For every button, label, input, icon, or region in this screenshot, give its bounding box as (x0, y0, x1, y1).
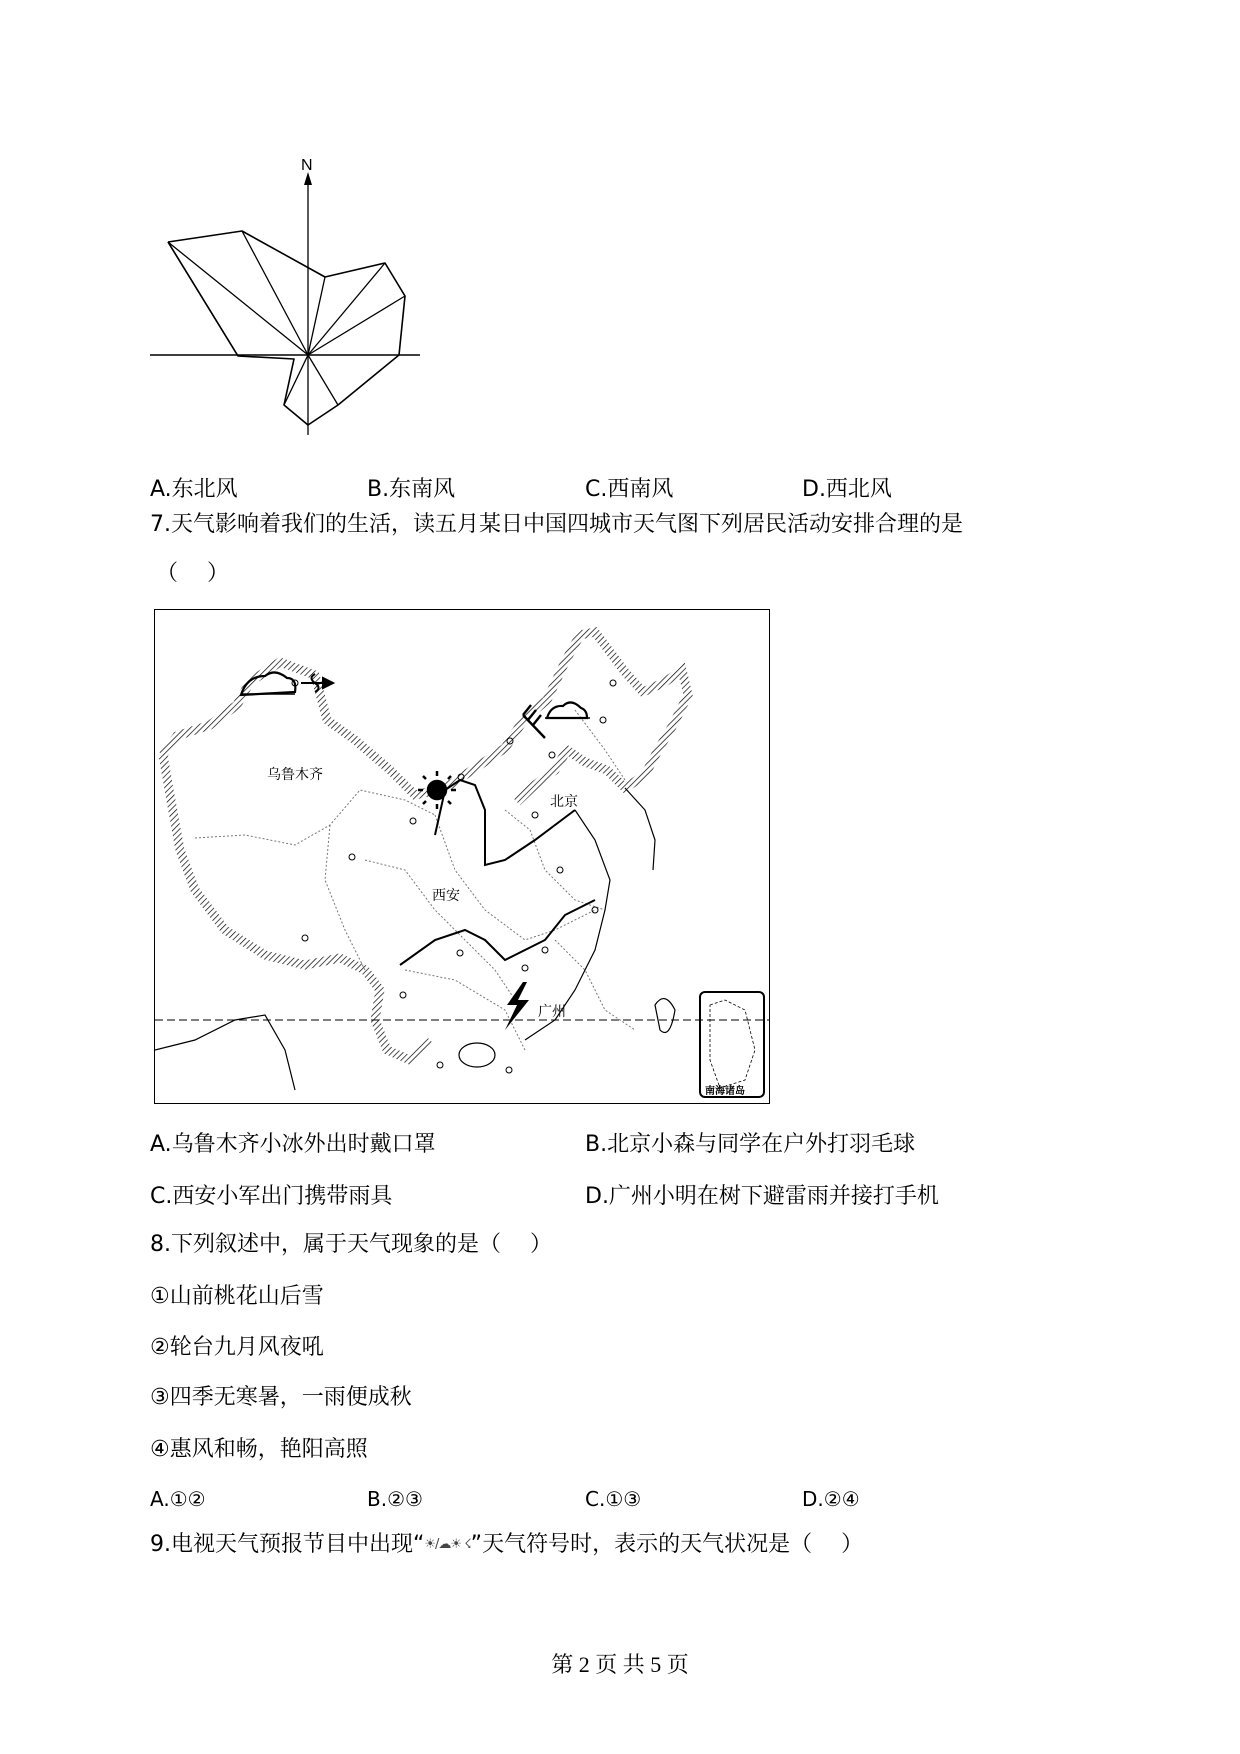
q8-item-1: ①山前桃花山后雪 (150, 1284, 324, 1309)
north-label: N (301, 157, 313, 174)
q6-option-b[interactable]: B.东南风 (367, 477, 456, 502)
inset-label-south-china-sea-islands: 南海诸岛 (705, 1086, 745, 1097)
q8-item-3: ③四季无寒暑，一雨便成秋 (150, 1385, 412, 1410)
weather-symbol-icon: ☀/☁☀ ☇ (424, 1537, 471, 1552)
wind-rose-figure (150, 150, 430, 440)
city-label-beijing: 北京 (550, 794, 578, 810)
q7-option-d[interactable]: D.广州小明在树下避雷雨并接打手机 (585, 1184, 939, 1209)
q6-option-d[interactable]: D.西北风 (802, 477, 892, 502)
q9-stem-after: ”天气符号时，表示的天气状况是（ ） (470, 1532, 864, 1557)
q8-option-c[interactable]: C.①③ (585, 1487, 642, 1511)
q7-stem: 7.天气影响着我们的生活，读五月某日中国四城市天气图下列居民活动安排合理的是 (150, 512, 963, 537)
city-label-xian: 西安 (432, 888, 460, 904)
q9-stem (150, 1531, 863, 1559)
q8-item-4: ④惠风和畅，艳阳高照 (150, 1437, 368, 1462)
page-number-footer: 第 2 页 共 5 页 (551, 1652, 689, 1677)
q8-option-a[interactable]: A.①② (150, 1487, 206, 1511)
q6-option-c[interactable]: C.西南风 (585, 477, 674, 502)
q8-option-d[interactable]: D.②④ (802, 1487, 860, 1511)
city-label-urumqi: 乌鲁木齐 (267, 767, 323, 783)
q7-option-b[interactable]: B.北京小森与同学在户外打羽毛球 (585, 1132, 916, 1157)
q7-option-c[interactable]: C.西安小军出门携带雨具 (150, 1184, 393, 1209)
city-label-guangzhou: 广州 (538, 1004, 566, 1020)
q8-item-2: ②轮台九月风夜吼 (150, 1335, 324, 1360)
q7-answer-blank: （ ） (156, 561, 229, 586)
q7-option-a[interactable]: A.乌鲁木齐小冰外出时戴口罩 (150, 1132, 436, 1157)
china-weather-map (154, 609, 770, 1104)
q8-option-b[interactable]: B.②③ (367, 1487, 423, 1511)
q8-stem: 8.下列叙述中，属于天气现象的是（ ） (150, 1232, 552, 1257)
beijing-cloud-icon (545, 702, 590, 718)
q9-stem-before: 9.电视天气预报节目中出现“ (150, 1532, 425, 1557)
q6-option-a[interactable]: A.东北风 (150, 477, 238, 502)
guangzhou-thunderstorm-icon (505, 982, 529, 1030)
